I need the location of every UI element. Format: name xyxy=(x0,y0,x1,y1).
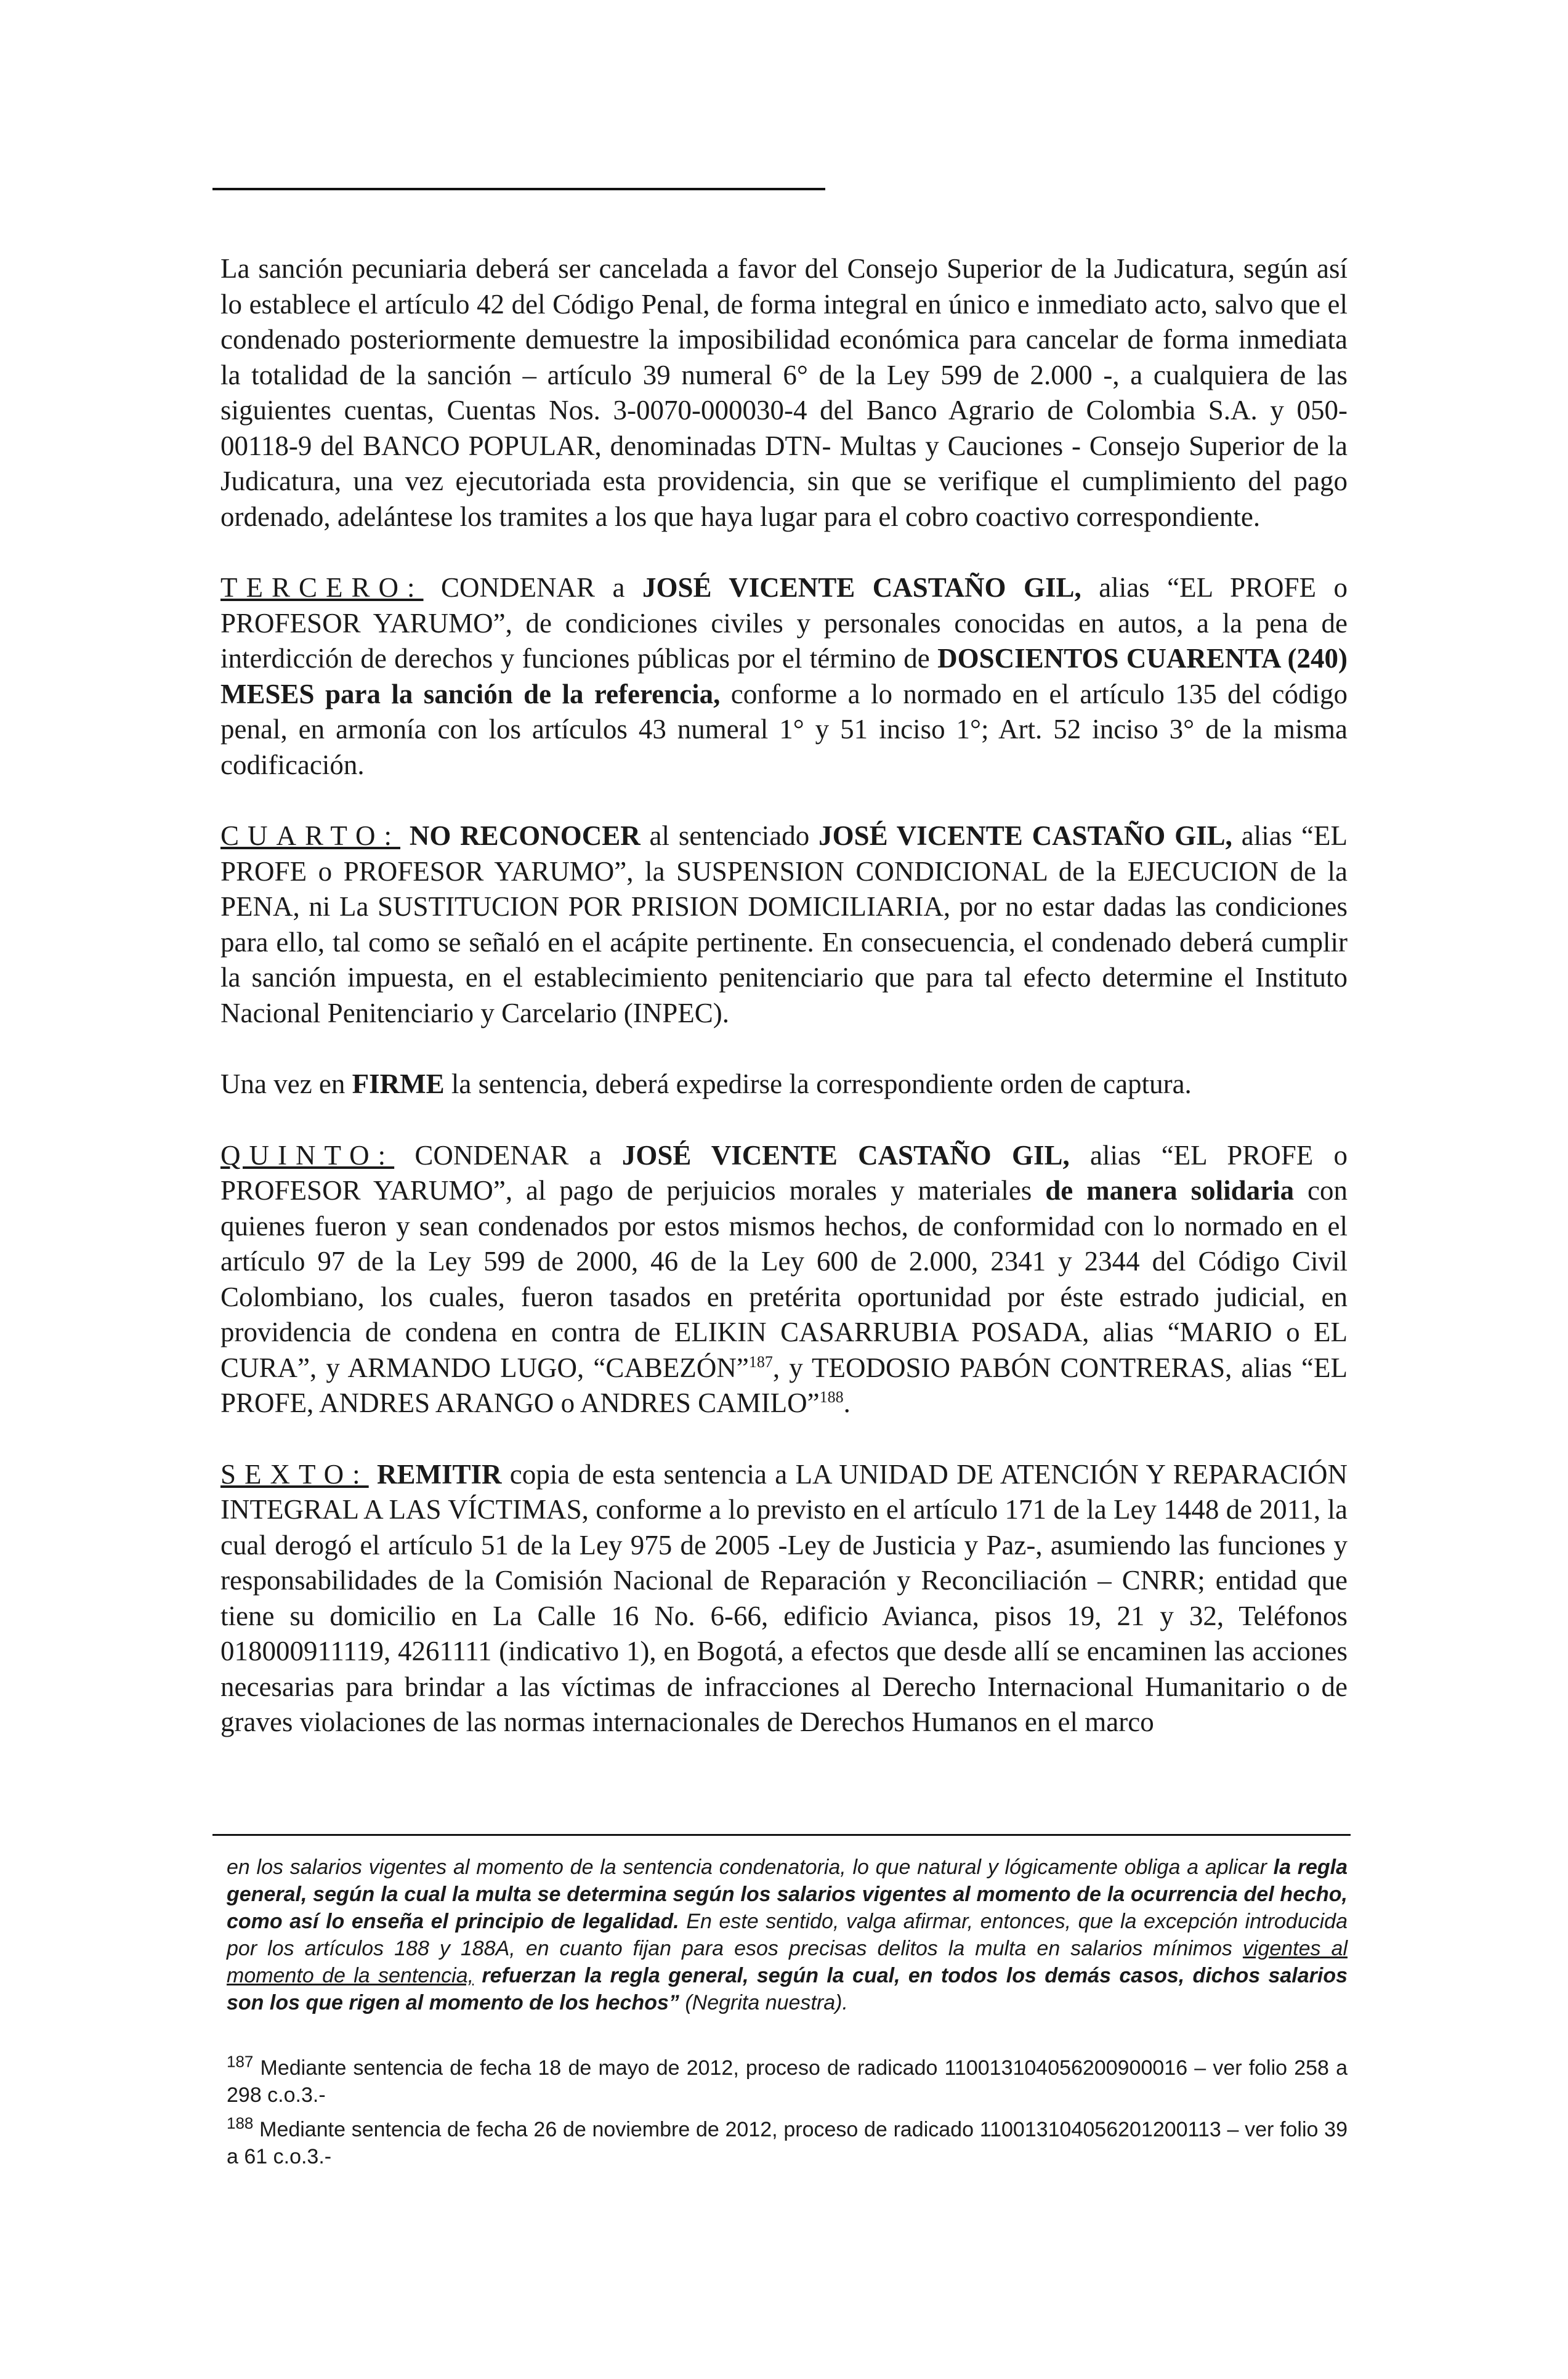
heading-quinto: QUINTO: xyxy=(220,1139,395,1171)
footnote-rule xyxy=(212,1834,1351,1836)
text: , y TEODOSIO PABÓN CONTRERAS, alias “EL PROFE, ANDRES ARANGO o ANDRES CAMILO” xyxy=(220,1352,1348,1418)
text: con quienes fueron y sean condenados por estos mismos hechos, de conformidad con lo normado en el artículo 97 de la Ley 599 de 2000, 46 de la Ley 600 de 2.000, 2341 y 2344 del Código Civil Colombiano, los cuales, fueron tasados en pretérita oportunidad por éste estrado judicial, en providencia de condena en contra de ELIKIN CASARRUBIA POSADA, alias “MARIO o EL CURA”, y ARMANDO LUGO, “CABEZÓN” xyxy=(220,1175,1348,1383)
paragraph-firme xyxy=(220,1067,1348,1102)
text: alias “EL PROFE o PROFESOR YARUMO”, al pago de perjuicios morales y materiales xyxy=(220,1139,1348,1206)
text: alias “EL PROFE o PROFESOR YARUMO”, la SUSPENSION CONDICIONAL de la EJECUCION de la PENA, ni La SUSTITUCION POR PRISION DOMICILIARIA, por no estar dadas las condiciones para ello, tal como se señaló en el acápite pertinente. En consecuencia, el condenado deberá cumplir la sanción impuesta, en el establecimiento penitenciario que para tal efecto determine el Instituto Nacional Penitenciario y Carcelario (INPEC). xyxy=(220,820,1348,1028)
text: En este sentido, valga afirmar, entonces, que la excepción introducida por los artículos 188 y 188A, en cuanto fijan para esos precisas delitos la multa en salarios mínimos xyxy=(227,1910,1348,1960)
defendant-name: JOSÉ VICENTE CASTAÑO GIL, xyxy=(642,572,1081,603)
top-rule xyxy=(212,188,825,190)
footnote-text: Mediante sentencia de fecha 18 de mayo de 2012, proceso de radicado 110013104056200900016 – ver folio 258 a 298 c.o.3.- xyxy=(227,2056,1348,2107)
text: conforme a lo normado en el artículo 135 del código penal, en armonía con los artículos 43 numeral 1° y 51 inciso 1°; Art. 52 inciso 3° de la misma codificación. xyxy=(220,678,1348,780)
text: (Negrita nuestra). xyxy=(679,1991,848,2014)
text: en los salarios vigentes al momento de la sentencia condenatoria, lo que natural y lógicamente obliga a aplicar xyxy=(227,1856,1274,1879)
remitir: REMITIR xyxy=(368,1458,502,1490)
penalty-term: DOSCIENTOS CUARENTA (240) MESES para la sanción de la referencia, xyxy=(220,643,1348,709)
text: la sentencia, deberá expedirse la correspondiente orden de captura. xyxy=(444,1068,1192,1099)
text: . xyxy=(843,1387,851,1418)
text: CONDENAR a xyxy=(394,1139,622,1171)
paragraph-tercero xyxy=(220,570,1348,783)
heading-cuarto: CUARTO: xyxy=(220,820,400,851)
footnote-ref-188: 188 xyxy=(819,1388,844,1406)
text: copia de esta sentencia a LA UNIDAD DE ATENCIÓN Y REPARACIÓN INTEGRAL A LAS VÍCTIMAS, conforme a lo previsto en el artículo 171 de la Ley 1448 de 2011, la cual derogó el artículo 51 de la Ley 975 de 2005 -Ley de Justicia y Paz-, asumiendo las funciones y responsabilidades de la Comisión Nacional de Reparación y Reconciliación – CNRR; entidad que tiene su domicilio en La Calle 16 No. 6-66, edificio Avianca, pisos 19, 21 y 32, Teléfonos 018000911119, 4261111 (indicativo 1), en Bogotá, a efectos que desde allí se encaminen las acciones necesarias para brindar a las víctimas de infracciones al Derecho Internacional Humanitario o de graves violaciones de las normas internacionales de Derechos Humanos en el marco xyxy=(220,1458,1348,1737)
footnote-continuation xyxy=(227,1854,1348,2016)
text: CONDENAR a xyxy=(423,572,642,603)
text: al sentenciado xyxy=(640,820,819,851)
heading-sexto: SEXTO: xyxy=(220,1458,369,1490)
footnote-number: 188 xyxy=(227,2114,254,2133)
paragraph-quinto xyxy=(220,1138,1348,1421)
footnote-number: 187 xyxy=(227,2052,254,2071)
paragraph-sexto xyxy=(220,1457,1348,1740)
footnote-text: Mediante sentencia de fecha 26 de noviembre de 2012, proceso de radicado 110013104056201200113 – ver folio 39 a 61 c.o.3.- xyxy=(227,2118,1348,2168)
solidaria: de manera solidaria xyxy=(1045,1175,1295,1206)
footnote-188 xyxy=(227,2116,1348,2170)
defendant-name: JOSÉ VICENTE CASTAÑO GIL, xyxy=(818,820,1232,851)
paragraph-sancion: La sanción pecuniaria deberá ser cancelada a favor del Consejo Superior de la Judicatura, según así lo establece el artículo 42 del Código Penal, de forma integral en único e inmediato acto, salvo que el condenado posteriormente demuestre la imposibilidad económica para cancelar de forma inmediata la totalidad de la sanción – artículo 39 numeral 6° de la Ley 599 de 2.000 -, a cualquiera de las siguientes cuentas, Cuentas Nos. 3-0070-000030-4 del Banco Agrario de Colombia S.A. y 050-00118-9 del BANCO POPULAR, denominadas DTN- Multas y Cauciones - Consejo Superior de la Judicatura, una vez ejecutoriada esta providencia, sin que se verifique el cumplimiento del pago ordenado, adelántese los tramites a los que haya lugar para el cobro coactivo correspondiente. xyxy=(220,253,1348,532)
footnote-187 xyxy=(227,2054,1348,2109)
text: Una vez en xyxy=(220,1068,352,1099)
firme-word: FIRME xyxy=(352,1068,445,1099)
paragraph-cuarto xyxy=(220,818,1348,1031)
heading-tercero: TERCERO: xyxy=(220,572,424,603)
no-reconocer: NO RECONOCER xyxy=(400,820,641,851)
body-text xyxy=(220,251,1348,1776)
underlined-text: vigentes al momento de la sentencia, xyxy=(227,1937,1348,1987)
footnotes xyxy=(227,1854,1348,2178)
bold-text: la regla general, según la cual la multa se determina según los salarios vigentes al momento de la ocurrencia del hecho, como así lo enseña el principio de legalidad. xyxy=(227,1856,1348,1933)
defendant-name: JOSÉ VICENTE CASTAÑO GIL, xyxy=(621,1139,1070,1171)
footnote-ref-187: 187 xyxy=(748,1352,773,1371)
bold-text: refuerzan la regla general, según la cual, en todos los demás casos, dichos salarios son los que rigen al momento de los hechos” xyxy=(227,1964,1348,2014)
text: alias “EL PROFE o PROFESOR YARUMO”, de condiciones civiles y personales conocidas en autos, a la pena de interdicción de derechos y funciones públicas por el término de xyxy=(220,572,1348,674)
